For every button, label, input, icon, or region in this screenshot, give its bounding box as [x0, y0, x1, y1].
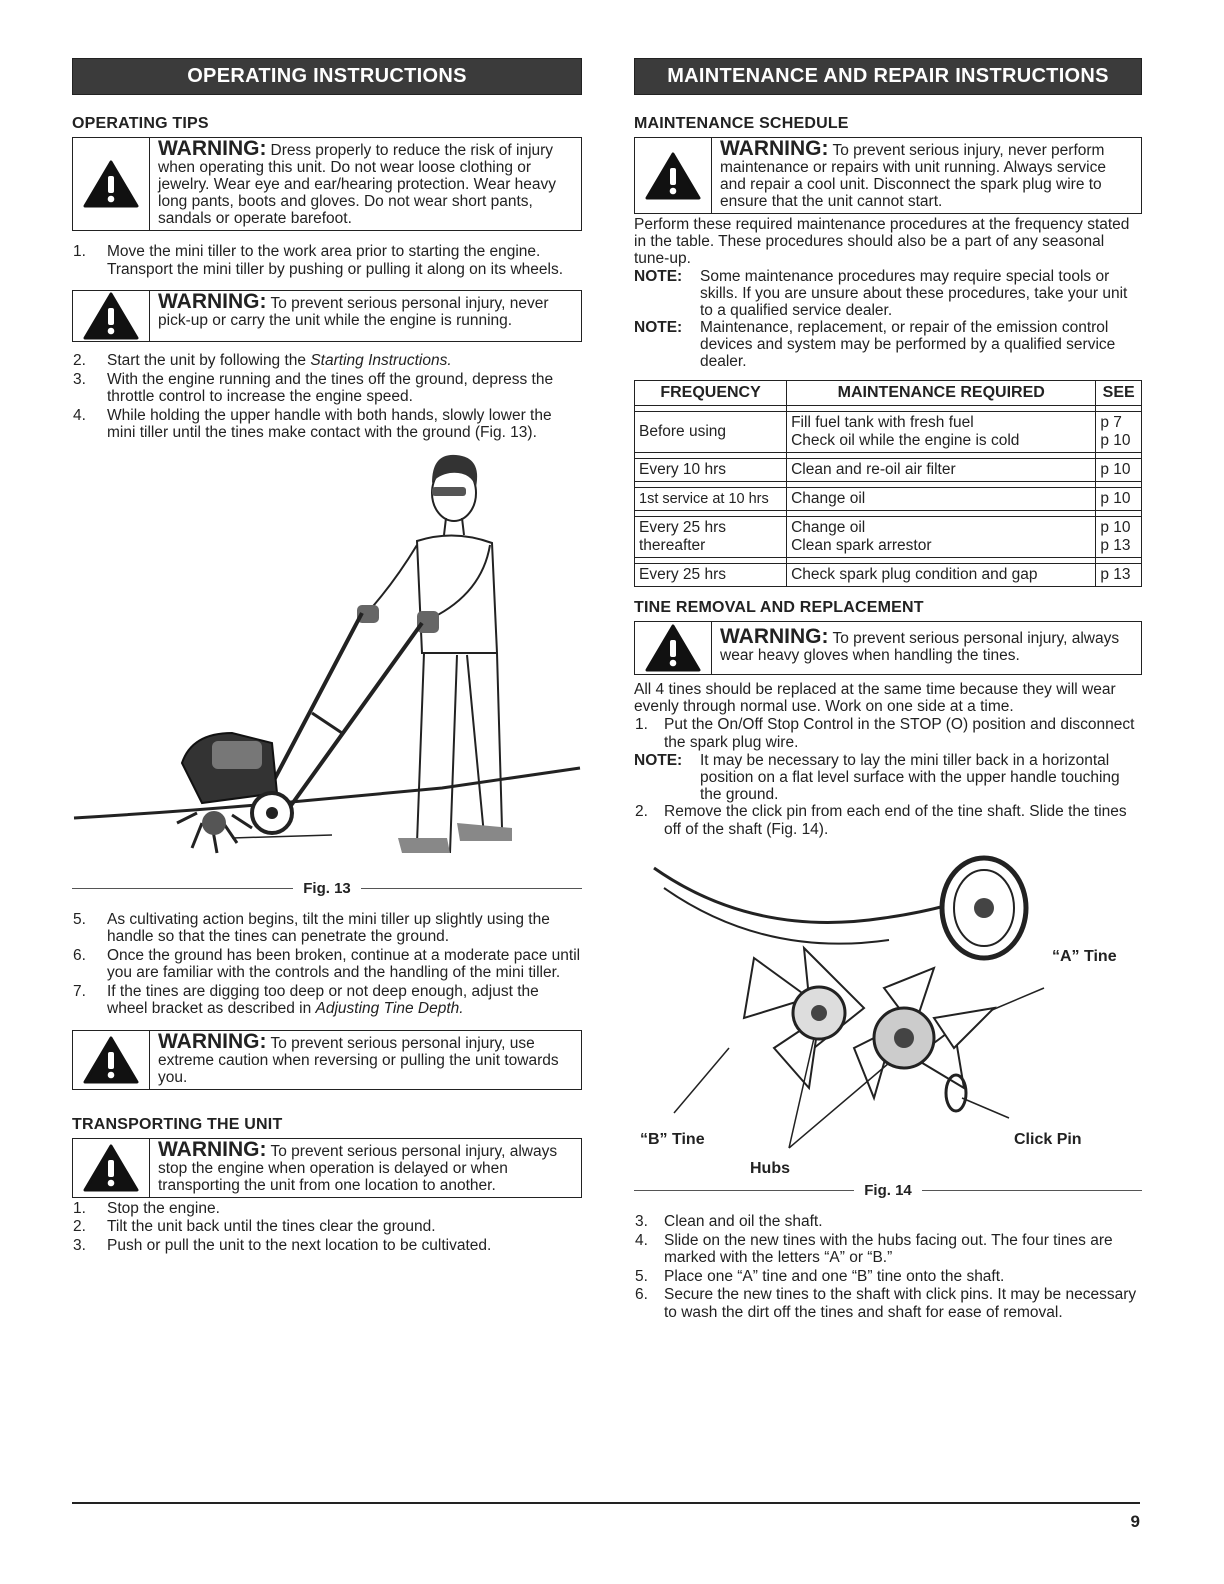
warning-triangle-icon: [73, 291, 150, 341]
warning-label: WARNING:: [158, 137, 267, 160]
operating-instructions-banner: OPERATING INSTRUCTIONS: [72, 58, 582, 95]
figure-14: [634, 848, 1142, 1178]
maintenance-banner: MAINTENANCE AND REPAIR INSTRUCTIONS: [634, 58, 1142, 95]
list-item: 6. Secure the new tines to the shaft with click pins. It may be necessary to wash the dirt off the tines and shaft for ease of removal.: [635, 1286, 1137, 1321]
fig13-caption: Fig. 13: [303, 879, 351, 897]
warning-triangle-icon: [73, 1139, 150, 1197]
note: NOTE: Maintenance, replacement, or repair of the emission control devices and system may be performed by a qualified service dealer.: [634, 319, 1116, 370]
list-item: 3. Push or pull the unit to the next location to be cultivated.: [73, 1236, 492, 1254]
table-header: SEE: [1096, 381, 1142, 406]
list-item: 2. Tilt the unit back until the tines clear the ground.: [73, 1218, 436, 1235]
warning-label: WARNING:: [158, 1137, 267, 1161]
list-item: 3. Clean and oil the shaft.: [635, 1213, 823, 1230]
list-item: 1. Put the On/Off Stop Control in the STOP (O) position and disconnect the spark plug wire.: [635, 716, 1135, 751]
warning-label: WARNING:: [720, 137, 829, 160]
note: NOTE: Some maintenance procedures may require special tools or skills. If you are unsure about these procedures, take your unit to a qualified service dealer.: [634, 268, 1128, 319]
b-tine-label: “B” Tine: [640, 1131, 705, 1148]
tiller-operator-illustration: [72, 443, 582, 898]
warning-box-dress: [72, 137, 582, 231]
transporting-title: TRANSPORTING THE UNIT: [72, 1115, 283, 1133]
warning-box-carry: [72, 290, 582, 342]
maintenance-table: [634, 380, 1142, 587]
operating-tips-title: OPERATING TIPS: [72, 115, 209, 132]
figure-13: [72, 443, 582, 898]
list-item: 5. As cultivating action begins, tilt the mini tiller up slightly using the handle so that the tines can penetrate the ground.: [73, 910, 550, 945]
left-column: [72, 58, 582, 1255]
list-item: 1. Stop the engine.: [73, 1199, 220, 1217]
list-item: 4. While holding the upper handle with both hands, slowly lower the mini tiller until the tines make contact with the ground (Fig. 13).: [73, 406, 552, 441]
list-item: 6. Once the ground has been broken, continue at a moderate pace until you are familiar with the controls and the handling of the mini tiller.: [73, 946, 581, 981]
table-row: Every 25 hrs Check spark plug condition and gap p 13: [635, 564, 1142, 587]
maintenance-schedule-title: MAINTENANCE SCHEDULE: [634, 115, 849, 132]
fig14-caption: Fig. 14: [864, 1182, 912, 1199]
warning-label: WARNING:: [720, 625, 829, 648]
list-item: 4. Slide on the new tines with the hubs facing out. The four tines are marked with the letters “A” or “B.”: [635, 1231, 1113, 1266]
footer-rule: [72, 1502, 1140, 1504]
warning-triangle-icon: [635, 138, 712, 213]
list-item: 1. Move the mini tiller to the work area prior to starting the engine. Transport the mini tiller by pushing or pulling it along on its wheels.: [73, 243, 564, 278]
tine-removal-title: TINE REMOVAL AND REPLACEMENT: [634, 599, 924, 616]
warning-triangle-icon: [635, 622, 712, 674]
warning-box-maintenance: [634, 137, 1142, 214]
table-header: FREQUENCY: [635, 381, 787, 406]
warning-text: To prevent serious injury, never perform maintenance or repairs with unit running. Always service and repair a cool unit. Disconnect the spark plug wire to ensure that the unit cannot start.: [720, 142, 1106, 210]
warning-text: To prevent serious personal injury, always stop the engine when operation is delayed or when transporting the unit from one location to another.: [158, 1142, 558, 1194]
warning-label: WARNING:: [158, 1029, 267, 1053]
warning-box-transport: [72, 1138, 582, 1198]
list-item: 3. With the engine running and the tines off the ground, depress the throttle control to increase the engine speed.: [73, 370, 554, 405]
warning-text: To prevent serious personal injury, always wear heavy gloves when handling the tines.: [720, 630, 1120, 664]
tine-intro: All 4 tines should be replaced at the same time because they will wear evenly through normal use. Work on one side at a time.: [634, 681, 1116, 715]
click-pin-label: Click Pin: [1014, 1131, 1082, 1148]
table-row: Every 10 hrs Clean and re-oil air filter p 10: [635, 459, 1142, 482]
note: NOTE: It may be necessary to lay the mini tiller back in a horizontal position on a flat level surface with the upper handle touching the ground.: [634, 752, 1120, 803]
list-item: 2. Start the unit by following the Starting Instructions.: [73, 352, 452, 369]
list-item: 5. Place one “A” tine and one “B” tine onto the shaft.: [635, 1267, 1005, 1285]
warning-triangle-icon: [73, 138, 150, 230]
table-row: Every 25 hrs thereafter Change oil Clean spark arrestor p 10 p 13: [635, 517, 1142, 558]
warning-text: To prevent serious personal injury, use extreme caution when reversing or pulling the unit towards you.: [158, 1034, 559, 1086]
table-header: MAINTENANCE REQUIRED: [787, 381, 1096, 406]
right-column: [634, 58, 1142, 1322]
hubs-label: Hubs: [750, 1160, 790, 1177]
list-item: 2. Remove the click pin from each end of the tine shaft. Slide the tines off of the shaft (Fig. 14).: [635, 803, 1127, 838]
warning-text: Dress properly to reduce the risk of injury when operating this unit. Do not wear loose clothing or jewelry. Wear eye and ear/hearing protection. Wear heavy long pants, boots and gloves. Do not wear short pants, sandals or operate barefoot.: [158, 142, 557, 227]
table-row: Before using Fill fuel tank with fresh fuel Check oil while the engine is cold p 7 p 10: [635, 412, 1142, 453]
warning-text: To prevent serious personal injury, never pick-up or carry the unit while the engine is running.: [158, 295, 549, 329]
warning-box-gloves: [634, 621, 1142, 675]
page-number: 9: [1130, 1512, 1140, 1531]
table-row: 1st service at 10 hrs Change oil p 10: [635, 488, 1142, 511]
tine-assembly-illustration: [634, 848, 1142, 1178]
warning-label: WARNING:: [158, 290, 267, 313]
maintenance-intro: Perform these required maintenance procedures at the frequency stated in the table. These procedures should also be a part of any seasonal tune-up.: [634, 216, 1130, 267]
warning-triangle-icon: [73, 1031, 150, 1089]
a-tine-label: “A” Tine: [1052, 948, 1117, 965]
warning-box-reversing: [72, 1030, 582, 1090]
list-item: 7. If the tines are digging too deep or not deep enough, adjust the wheel bracket as described in Adjusting Tine Depth.: [73, 982, 539, 1017]
